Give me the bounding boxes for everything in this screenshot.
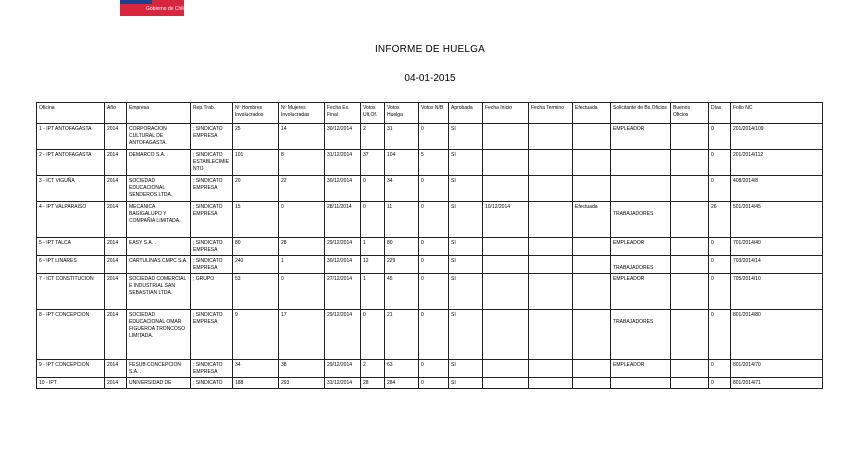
cell-buenos — [671, 360, 709, 378]
cell-votos-nb: 0 — [419, 274, 449, 310]
cell-mujeres: 14 — [279, 124, 325, 150]
cell-aprobada: SI — [449, 238, 483, 256]
cell-folio: 201/2014/109 — [731, 124, 823, 150]
cell-fecha-ex: 30/12/2014 — [325, 124, 361, 150]
cell-aprobada: SI — [449, 202, 483, 238]
cell-empresa: FESUB CONCEPCION S.A. . — [127, 360, 191, 378]
cell-fecha-termino — [529, 274, 573, 310]
logo-text: Gobierno de Chile — [146, 6, 187, 12]
cell-rep: ; SINDICATO EMPRESA — [191, 202, 233, 238]
cell-fecha-inicio — [483, 124, 529, 150]
cell-votos-huelga: 11 — [385, 202, 419, 238]
column-header: Folio NC — [731, 103, 823, 124]
cell-dias: 26 — [709, 202, 731, 238]
cell-fecha-inicio — [483, 238, 529, 256]
column-header: Empresa — [127, 103, 191, 124]
cell-aprobada: SI — [449, 256, 483, 274]
cell-fecha-termino — [529, 310, 573, 360]
cell-votos-ult: 0 — [361, 310, 385, 360]
cell-dias: 0 — [709, 150, 731, 176]
column-header: Oficina — [37, 103, 105, 124]
cell-fecha-ex: 30/12/2014 — [325, 176, 361, 202]
table-row — [37, 310, 823, 360]
cell-efectuada: Efectuada — [573, 202, 611, 238]
cell-fecha-termino — [529, 256, 573, 274]
cell-anio: 2014 — [105, 360, 127, 378]
cell-buenos — [671, 256, 709, 274]
cell-fecha-termino — [529, 360, 573, 378]
cell-votos-ult: 1 — [361, 274, 385, 310]
column-header: Solicitante de Bs.Oficios — [611, 103, 671, 124]
cell-rep: ; SINDICATO EMPRESA — [191, 124, 233, 150]
cell-fecha-ex: 27/12/2014 — [325, 274, 361, 310]
cell-folio: 501/2014/45 — [731, 202, 823, 238]
table-row — [37, 238, 823, 256]
cell-mujeres: 38 — [279, 360, 325, 378]
cell-votos-nb: 0 — [419, 238, 449, 256]
cell-oficina: 8 - IPT CONCEPCION — [37, 310, 105, 360]
cell-efectuada — [573, 150, 611, 176]
cell-oficina: 9 - IPT CONCEPCION — [37, 360, 105, 378]
cell-mujeres: 293 — [279, 378, 325, 389]
table-row — [37, 124, 823, 150]
column-header: Fecha Termino — [529, 103, 573, 124]
cell-votos-huelga: 284 — [385, 378, 419, 389]
cell-hombres: 34 — [233, 360, 279, 378]
cell-buenos — [671, 238, 709, 256]
cell-oficina: 4 - IPT VALPARAISO — [37, 202, 105, 238]
cell-solicitante — [611, 150, 671, 176]
logo-band — [120, 4, 187, 16]
cell-solicitante — [611, 378, 671, 389]
cell-mujeres: 28 — [279, 238, 325, 256]
column-header: Votos N/B — [419, 103, 449, 124]
cell-votos-huelga: 31 — [385, 124, 419, 150]
cell-votos-ult: 2 — [361, 360, 385, 378]
cell-hombres: 240 — [233, 256, 279, 274]
column-header: Nº Mujeres Involucradas — [279, 103, 325, 124]
cell-votos-ult: 12 — [361, 256, 385, 274]
cell-dias: 0 — [709, 310, 731, 360]
cell-fecha-termino — [529, 202, 573, 238]
cell-efectuada — [573, 360, 611, 378]
cell-mujeres: 17 — [279, 310, 325, 360]
cell-solicitante: EMPLEADOR — [611, 124, 671, 150]
cell-empresa: CARTULINAS CMPC S.A. — [127, 256, 191, 274]
cell-hombres: 188 — [233, 378, 279, 389]
cell-efectuada — [573, 274, 611, 310]
cell-buenos — [671, 202, 709, 238]
cell-empresa: UNIVERSIDAD DE — [127, 378, 191, 389]
column-header: Fecha Ex. Final — [325, 103, 361, 124]
table-row — [37, 150, 823, 176]
cell-fecha-inicio: 10/12/2014 — [483, 202, 529, 238]
cell-hombres: 20 — [233, 176, 279, 202]
cell-anio: 2014 — [105, 238, 127, 256]
cell-aprobada: SI — [449, 150, 483, 176]
table-row — [37, 360, 823, 378]
cell-oficina: 1 - IPT ANTOFAGASTA — [37, 124, 105, 150]
column-header: Días — [709, 103, 731, 124]
cell-anio: 2014 — [105, 124, 127, 150]
cell-empresa: SOCIEDAD EDUCACIONAL OMAR FIGUEROA TRONCOSO LIMITADA. — [127, 310, 191, 360]
cell-anio: 2014 — [105, 176, 127, 202]
cell-votos-huelga: 104 — [385, 150, 419, 176]
cell-buenos — [671, 124, 709, 150]
cell-oficina: 7 - ICT CONSTITUCION — [37, 274, 105, 310]
cell-solicitante: EMPLEADOR — [611, 360, 671, 378]
table-row — [37, 176, 823, 202]
cell-efectuada — [573, 176, 611, 202]
cell-efectuada — [573, 124, 611, 150]
cell-folio: 408/2014/8 — [731, 176, 823, 202]
strike-report-table — [36, 102, 823, 389]
table-row — [37, 202, 823, 238]
cell-fecha-termino — [529, 238, 573, 256]
cell-solicitante: EMPLEADOR — [611, 274, 671, 310]
cell-fecha-termino — [529, 378, 573, 389]
cell-mujeres: 0 — [279, 202, 325, 238]
cell-rep: ; SINDICATO — [191, 378, 233, 389]
cell-votos-nb: 0 — [419, 202, 449, 238]
cell-solicitante: EMPLEADOR — [611, 238, 671, 256]
cell-fecha-ex: 29/12/2014 — [325, 310, 361, 360]
cell-fecha-inicio — [483, 256, 529, 274]
cell-votos-huelga: 229 — [385, 256, 419, 274]
cell-fecha-ex: 29/12/2014 — [325, 238, 361, 256]
cell-dias: 0 — [709, 124, 731, 150]
cell-votos-ult: 28 — [361, 378, 385, 389]
cell-folio: 705/2014/10 — [731, 274, 823, 310]
cell-fecha-ex: 29/12/2014 — [325, 360, 361, 378]
cell-fecha-inicio — [483, 378, 529, 389]
cell-empresa: DEMARCO S.A. . — [127, 150, 191, 176]
report-date: 04-01-2015 — [404, 73, 456, 84]
cell-rep: ; SINDICATO EMPRESA — [191, 310, 233, 360]
cell-efectuada — [573, 378, 611, 389]
cell-votos-ult: 0 — [361, 176, 385, 202]
column-header: Votos Huelga — [385, 103, 419, 124]
cell-fecha-ex: 31/12/2014 — [325, 150, 361, 176]
column-header: Nº Hombres Involucrados — [233, 103, 279, 124]
cell-aprobada: SI — [449, 274, 483, 310]
cell-anio: 2014 — [105, 256, 127, 274]
table-header-row — [37, 103, 823, 124]
cell-dias: 0 — [709, 238, 731, 256]
cell-votos-huelga: 34 — [385, 176, 419, 202]
cell-aprobada: SI — [449, 360, 483, 378]
cell-votos-nb: 0 — [419, 360, 449, 378]
cell-anio: 2014 — [105, 150, 127, 176]
cell-votos-huelga: 63 — [385, 360, 419, 378]
cell-fecha-ex: 31/12/2014 — [325, 378, 361, 389]
cell-folio: 801/2014/70 — [731, 360, 823, 378]
cell-dias: 0 — [709, 274, 731, 310]
cell-votos-nb: 0 — [419, 124, 449, 150]
cell-mujeres: 0 — [279, 274, 325, 310]
table-row — [37, 256, 823, 274]
cell-oficina: 10 - IPT — [37, 378, 105, 389]
cell-hombres: 15 — [233, 202, 279, 238]
cell-aprobada: SI — [449, 176, 483, 202]
cell-votos-nb: 0 — [419, 310, 449, 360]
cell-mujeres: 22 — [279, 176, 325, 202]
cell-rep: ; SINDICATO EMPRESA — [191, 360, 233, 378]
cell-hombres: 80 — [233, 238, 279, 256]
cell-votos-nb: 0 — [419, 378, 449, 389]
cell-dias: 0 — [709, 360, 731, 378]
column-header: Año — [105, 103, 127, 124]
table-row — [37, 378, 823, 389]
cell-votos-nb: 0 — [419, 176, 449, 202]
cell-folio: 703/2014/14 — [731, 256, 823, 274]
cell-folio: 801/2014/80 — [731, 310, 823, 360]
report-title: INFORME DE HUELGA — [374, 44, 486, 55]
cell-oficina: 5 - IPT TALCA — [37, 238, 105, 256]
cell-dias: 0 — [709, 378, 731, 389]
table-body — [37, 124, 823, 389]
government-logo — [120, 0, 187, 16]
cell-votos-huelga: 80 — [385, 238, 419, 256]
cell-aprobada: SI — [449, 378, 483, 389]
cell-hombres: 9 — [233, 310, 279, 360]
cell-oficina: 3 - ICT VIGUÑA — [37, 176, 105, 202]
cell-fecha-inicio — [483, 150, 529, 176]
column-header: Aprobada — [449, 103, 483, 124]
cell-fecha-termino — [529, 150, 573, 176]
cell-solicitante: TRABAJADORES — [611, 256, 671, 274]
cell-fecha-termino — [529, 124, 573, 150]
cell-buenos — [671, 274, 709, 310]
cell-rep: ; SINDICATO EMPRESA — [191, 238, 233, 256]
cell-oficina: 2 - IPT ANTOFAGASTA — [37, 150, 105, 176]
cell-rep: ; GRUPO — [191, 274, 233, 310]
cell-empresa: CORPORACION CULTURAL DE ANTOFAGASTA. — [127, 124, 191, 150]
cell-anio: 2014 — [105, 378, 127, 389]
column-header: Efectuada — [573, 103, 611, 124]
cell-folio: 201/2014/112 — [731, 150, 823, 176]
cell-dias: 0 — [709, 256, 731, 274]
cell-hombres: 101 — [233, 150, 279, 176]
cell-rep: ; SINDICATO EMPRESA — [191, 176, 233, 202]
cell-oficina: 6 - IPT LINARES — [37, 256, 105, 274]
cell-votos-nb: 0 — [419, 256, 449, 274]
cell-folio: 801/2014/71 — [731, 378, 823, 389]
cell-rep: ; SINDICATO EMPRESA — [191, 256, 233, 274]
cell-empresa: EASY S.A. . — [127, 238, 191, 256]
column-header: Rep.Trab. — [191, 103, 233, 124]
cell-mujeres: 1 — [279, 256, 325, 274]
cell-buenos — [671, 176, 709, 202]
cell-efectuada — [573, 310, 611, 360]
cell-efectuada — [573, 256, 611, 274]
cell-votos-ult: 0 — [361, 202, 385, 238]
column-header: Fecha Inicio — [483, 103, 529, 124]
cell-empresa: MECANICA BAGIGALUPO Y COMPAÑIA LIMITADA. — [127, 202, 191, 238]
cell-folio: 701/2014/40 — [731, 238, 823, 256]
cell-anio: 2014 — [105, 274, 127, 310]
column-header: Votos Ult.Of. — [361, 103, 385, 124]
cell-fecha-inicio — [483, 176, 529, 202]
cell-rep: ; SINDICATO ESTABLECIMIENTO — [191, 150, 233, 176]
cell-votos-ult: 1 — [361, 238, 385, 256]
cell-votos-huelga: 45 — [385, 274, 419, 310]
cell-hombres: 53 — [233, 274, 279, 310]
cell-fecha-termino — [529, 176, 573, 202]
cell-empresa: SOCIEDAD EDUCACIONAL SENDEROS LTDA. — [127, 176, 191, 202]
cell-solicitante — [611, 176, 671, 202]
cell-buenos — [671, 150, 709, 176]
cell-aprobada: SI — [449, 124, 483, 150]
table-row — [37, 274, 823, 310]
cell-votos-ult: 37 — [361, 150, 385, 176]
cell-fecha-ex: 28/11/2014 — [325, 202, 361, 238]
cell-fecha-inicio — [483, 360, 529, 378]
cell-fecha-inicio — [483, 310, 529, 360]
cell-anio: 2014 — [105, 310, 127, 360]
cell-dias: 0 — [709, 176, 731, 202]
cell-votos-huelga: 21 — [385, 310, 419, 360]
cell-buenos — [671, 310, 709, 360]
cell-anio: 2014 — [105, 202, 127, 238]
cell-mujeres: 8 — [279, 150, 325, 176]
cell-hombres: 25 — [233, 124, 279, 150]
cell-solicitante: TRABAJADORES — [611, 310, 671, 360]
cell-votos-nb: 5 — [419, 150, 449, 176]
cell-fecha-inicio — [483, 274, 529, 310]
cell-aprobada: SI — [449, 310, 483, 360]
cell-votos-ult: 2 — [361, 124, 385, 150]
cell-solicitante: TRABAJADORES — [611, 202, 671, 238]
cell-fecha-ex: 30/12/2014 — [325, 256, 361, 274]
cell-efectuada — [573, 238, 611, 256]
cell-empresa: SOCIEDAD COMERCIAL E INDUSTRIAL SAN SEBASTIAN LTDA. — [127, 274, 191, 310]
column-header: Buenos Oficios — [671, 103, 709, 124]
cell-buenos — [671, 378, 709, 389]
